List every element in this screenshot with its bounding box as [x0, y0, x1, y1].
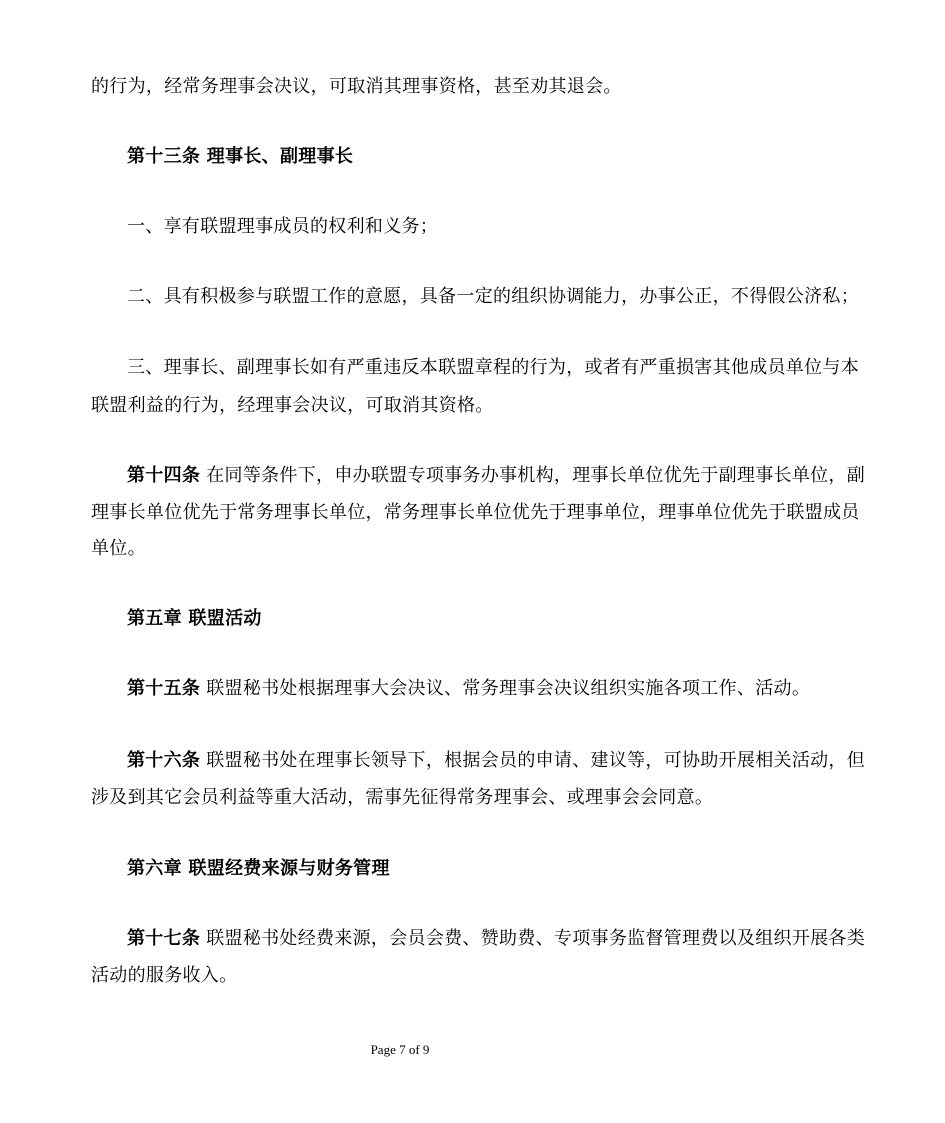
article-14-text: 在同等条件下，申办联盟专项事务办事机构，理事长单位优先于副理事长单位，副 [206, 465, 866, 486]
article-17-line-2: 活动的服务收入。 [91, 965, 238, 986]
article-16-label: 第十六条 [127, 750, 201, 771]
article-14-label: 第十四条 [127, 465, 201, 486]
article-16-line-2: 涉及到其它会员利益等重大活动，需事先征得常务理事会、或理事会会同意。 [91, 787, 714, 808]
article-13-heading: 第十三条 理事长、副理事长 [127, 146, 354, 167]
paragraph-line: 的行为，经常务理事会决议，可取消其理事资格，甚至劝其退会。 [91, 76, 622, 97]
article-13-item-3-line-1: 三、理事长、副理事长如有严重违反本联盟章程的行为，或者有严重损害其他成员单位与本 [127, 357, 859, 378]
article-15-text: 联盟秘书处根据理事大会决议、常务理事会决议组织实施各项工作、活动。 [206, 678, 811, 699]
article-17-text: 联盟秘书处经费来源，会员会费、赞助费、专项事务监督管理费以及组织开展各类 [206, 928, 866, 949]
article-14-line-2: 理事长单位优先于常务理事长单位，常务理事长单位优先于理事单位，理事单位优先于联盟成员 [91, 502, 860, 523]
chapter-6-heading: 第六章 联盟经费来源与财务管理 [127, 858, 390, 879]
article-15-label: 第十五条 [127, 678, 201, 699]
article-13-item-2: 二、具有积极参与联盟工作的意愿，具备一定的组织协调能力，办事公正，不得假公济私； [127, 286, 859, 307]
article-13-item-1: 一、享有联盟理事成员的权利和义务； [127, 216, 439, 237]
chapter-5-heading: 第五章 联盟活动 [127, 608, 262, 629]
page-number-footer: Page 7 of 9 [370, 1042, 430, 1057]
article-14-line-1 [127, 458, 866, 494]
article-16-text: 联盟秘书处在理事长领导下，根据会员的申请、建议等，可协助开展相关活动，但 [206, 750, 866, 771]
article-15-line-1 [127, 671, 861, 707]
article-14-line-3: 单位。 [91, 538, 146, 559]
article-16-line-1 [127, 743, 866, 779]
article-17-label: 第十七条 [127, 928, 201, 949]
article-17-line-1 [127, 921, 866, 957]
article-13-item-3-line-2: 联盟利益的行为，经理事会决议，可取消其资格。 [91, 395, 494, 416]
